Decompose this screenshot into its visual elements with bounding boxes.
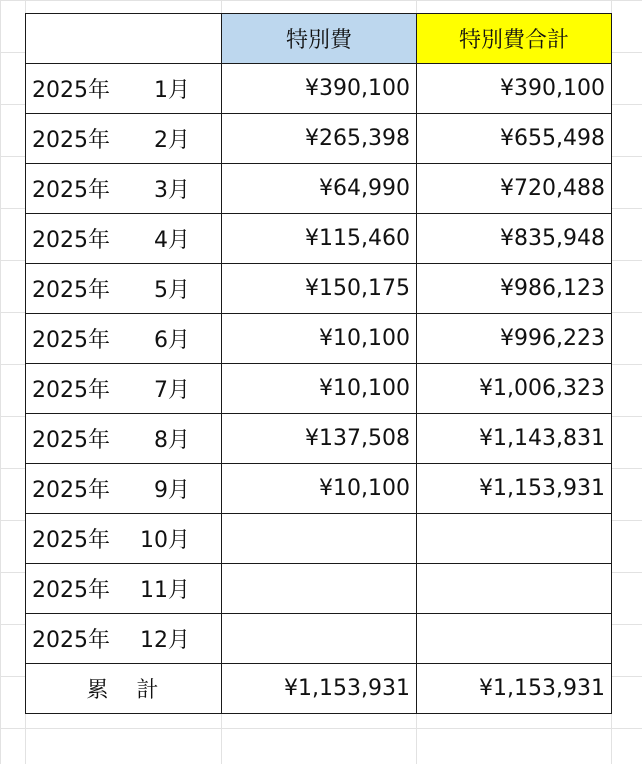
header-cell-special[interactable]: 特別費 — [222, 14, 417, 64]
special-amount-cell[interactable] — [222, 614, 417, 664]
table-row — [26, 464, 612, 514]
total-label-char: 計 — [136, 678, 161, 703]
year-label: 2025年 — [32, 378, 110, 403]
special-cumulative-cell[interactable]: ¥390,100 — [417, 64, 612, 114]
month-label: 11月 — [140, 578, 190, 603]
month-cell[interactable] — [26, 214, 222, 264]
year-label: 2025年 — [32, 628, 110, 653]
month-cell[interactable] — [26, 614, 222, 664]
year-label: 2025年 — [32, 478, 110, 503]
month-label: 12月 — [140, 628, 190, 653]
table-row — [26, 364, 612, 414]
total-cumulative-cell[interactable]: ¥1,153,931 — [417, 664, 612, 714]
month-label: 8月 — [154, 428, 190, 453]
special-cumulative-cell[interactable]: ¥996,223 — [417, 314, 612, 364]
special-cumulative-cell[interactable]: ¥835,948 — [417, 214, 612, 264]
month-cell[interactable] — [26, 264, 222, 314]
month-cell[interactable] — [26, 114, 222, 164]
month-label: 6月 — [154, 328, 190, 353]
special-amount-cell[interactable]: ¥150,175 — [222, 264, 417, 314]
table-row — [26, 64, 612, 114]
special-amount-cell[interactable]: ¥10,100 — [222, 464, 417, 514]
year-label: 2025年 — [32, 228, 110, 253]
year-label: 2025年 — [32, 178, 110, 203]
month-cell[interactable] — [26, 164, 222, 214]
table-row — [26, 214, 612, 264]
header-row — [26, 14, 612, 64]
month-cell[interactable] — [26, 64, 222, 114]
total-label-char: 累 — [86, 678, 111, 703]
total-amount-cell[interactable]: ¥1,153,931 — [222, 664, 417, 714]
header-cell-special-total[interactable]: 特別費合計 — [417, 14, 612, 64]
table-row — [26, 264, 612, 314]
year-label: 2025年 — [32, 578, 110, 603]
year-label: 2025年 — [32, 328, 110, 353]
table-row — [26, 164, 612, 214]
month-label: 2月 — [154, 128, 190, 153]
year-label: 2025年 — [32, 128, 110, 153]
table-row — [26, 114, 612, 164]
month-cell[interactable] — [26, 464, 222, 514]
table-row — [26, 614, 612, 664]
special-amount-cell[interactable]: ¥265,398 — [222, 114, 417, 164]
special-cumulative-cell[interactable]: ¥655,498 — [417, 114, 612, 164]
month-cell[interactable] — [26, 314, 222, 364]
year-label: 2025年 — [32, 278, 110, 303]
year-label: 2025年 — [32, 528, 110, 553]
month-label: 10月 — [140, 528, 190, 553]
month-label: 4月 — [154, 228, 190, 253]
year-label: 2025年 — [32, 428, 110, 453]
special-amount-cell[interactable]: ¥115,460 — [222, 214, 417, 264]
month-cell[interactable] — [26, 364, 222, 414]
special-cumulative-cell[interactable]: ¥1,006,323 — [417, 364, 612, 414]
month-label: 5月 — [154, 278, 190, 303]
special-amount-cell[interactable]: ¥10,100 — [222, 364, 417, 414]
month-label: 7月 — [154, 378, 190, 403]
table-row — [26, 564, 612, 614]
special-amount-cell[interactable] — [222, 564, 417, 614]
special-amount-cell[interactable]: ¥64,990 — [222, 164, 417, 214]
table-row — [26, 414, 612, 464]
month-label: 9月 — [154, 478, 190, 503]
special-cumulative-cell[interactable]: ¥1,153,931 — [417, 464, 612, 514]
special-cumulative-cell[interactable]: ¥720,488 — [417, 164, 612, 214]
table-row — [26, 314, 612, 364]
total-label-cell[interactable] — [26, 664, 222, 714]
special-amount-cell[interactable]: ¥10,100 — [222, 314, 417, 364]
special-amount-cell[interactable]: ¥137,508 — [222, 414, 417, 464]
special-cumulative-cell[interactable]: ¥986,123 — [417, 264, 612, 314]
month-cell[interactable] — [26, 414, 222, 464]
special-cumulative-cell[interactable] — [417, 614, 612, 664]
year-label: 2025年 — [32, 78, 110, 103]
special-cumulative-cell[interactable]: ¥1,143,831 — [417, 414, 612, 464]
total-row — [26, 664, 612, 714]
month-cell[interactable] — [26, 564, 222, 614]
special-expenses-table — [25, 13, 612, 714]
special-cumulative-cell[interactable] — [417, 514, 612, 564]
special-cumulative-cell[interactable] — [417, 564, 612, 614]
month-label: 1月 — [154, 78, 190, 103]
header-cell-blank[interactable] — [26, 14, 222, 64]
month-cell[interactable] — [26, 514, 222, 564]
special-amount-cell[interactable]: ¥390,100 — [222, 64, 417, 114]
special-amount-cell[interactable] — [222, 514, 417, 564]
month-label: 3月 — [154, 178, 190, 203]
table-row — [26, 514, 612, 564]
